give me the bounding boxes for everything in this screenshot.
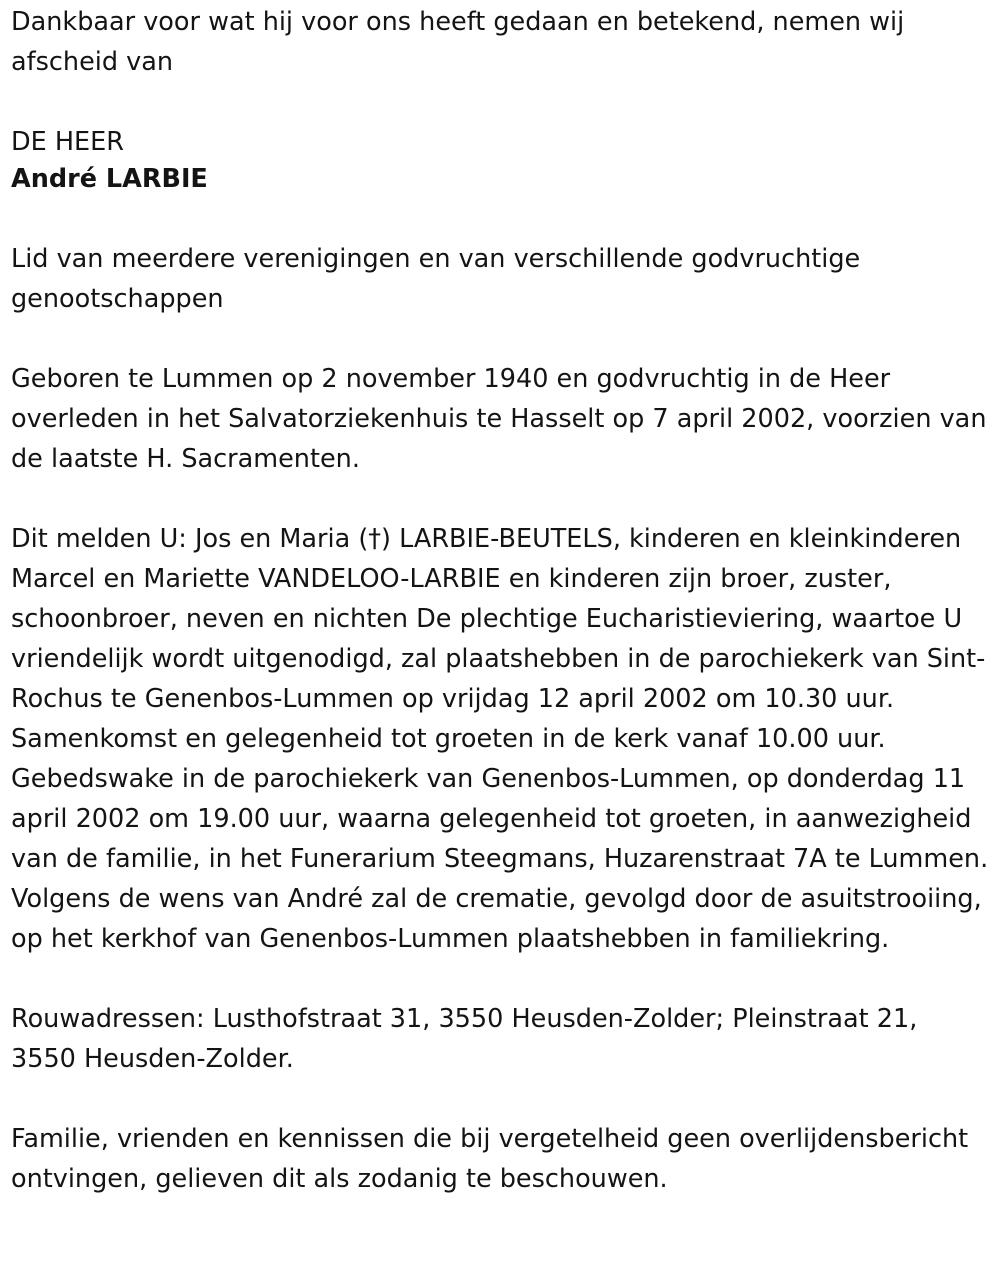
birth-death-text: Geboren te Lummen op 2 november 1940 en godvruchtig in de Heer overleden in het Salvatorziekenhuis te Hasselt op 7 april 2002, voorzien van de laatste H. Sacramenten. — [11, 364, 987, 474]
intro-text: Dankbaar voor wat hij voor ons heeft gedaan en betekend, nemen wij afscheid van — [11, 7, 905, 77]
closing-text: Familie, vrienden en kennissen die bij vergetelheid geen overlijdensbericht ontvingen, gelieven dit als zodanig te beschouwen. — [11, 1124, 969, 1194]
deceased-name: André LARBIE — [11, 164, 208, 194]
honorific-title: DE HEER — [11, 127, 124, 157]
announcement-text: Dit melden U: Jos en Maria (†) LARBIE-BEUTELS, kinderen en kleinkinderen Marcel en Mariette VANDELOO-LARBIE en kinderen zijn broer, zuster, schoonbroer, neven en nichten De plechtige Eucharistieviering, waartoe U vriendelijk wordt uitgenodigd, zal plaatshebben in de parochiekerk van Sint-Rochus te Genenbos-Lummen op vrijdag 12 april 2002 om 10.30 uur. Samenkomst en gelegenheid tot groeten in de kerk vanaf 10.00 uur. Gebedswake in de parochiekerk van Genenbos-Lummen, op donderdag 11 april 2002 om 19.00 uur, waarna gelegenheid tot groeten, in aanwezigheid van de familie, in het Funerarium Steegmans, Huzarenstraat 7A te Lummen. Volgens de wens van André zal de crematie, gevolgd door de asuitstrooiing, op het kerkhof van Genenbos-Lummen plaatshebben in familiekring. — [11, 524, 989, 954]
membership-text: Lid van meerdere verenigingen en van verschillende godvruchtige genootschappen — [11, 244, 861, 314]
mourning-addresses: Rouwadressen: Lusthofstraat 31, 3550 Heusden-Zolder; Pleinstraat 21, 3550 Heusden-Zolder. — [11, 1004, 918, 1074]
